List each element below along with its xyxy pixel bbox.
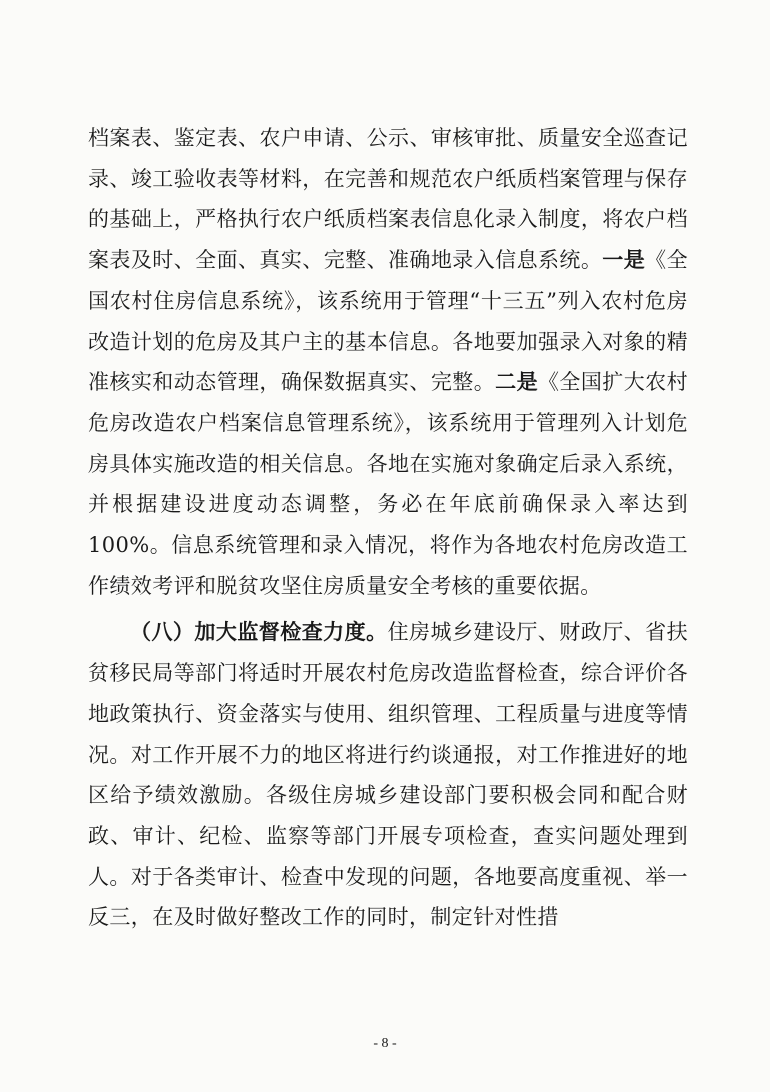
section-heading: （八）加大监督检查力度。 bbox=[130, 619, 388, 645]
bold-marker-first: 一是 bbox=[602, 247, 646, 273]
paragraph-text-segment: 住房城乡建设厅、财政厅、省扶贫移民局等部门将适时开展农村危房改造监督检查，综合评价各地政策执行、资金落实与使用、组织管理、工程质量与进度等情况。对工作开展不力的地区将进行约谈通报，对工作推进好的地区给予绩效激励。各级住房城乡建设部门要积极会同和配合财政、审计、纪检、监察等部门开展专项检查，查实问题处理到人。对于各类审计、检查中发现的问题，各地要高度重视、举一反三，在及时做好整改工作的同时，制定针对性措 bbox=[88, 620, 688, 930]
bold-marker-second: 二是 bbox=[495, 369, 538, 395]
document-body bbox=[88, 118, 688, 938]
paragraph-text-segment: 《全国扩大农村危房改造农户档案信息管理系统》，该系统用于管理列入计划危房具体实施改造的相关信息。各地在实施对象确定后录入系统，并根据建设进度动态调整，务必在年底前确保录入率达到 100%。信息系统管理和录入情况，将作为各地农村危房改造工作绩效考评和脱贫攻坚住房质量安全考核的重要依据。 bbox=[88, 370, 688, 598]
paragraph-supervision bbox=[88, 612, 688, 938]
page-number: - 8 - bbox=[373, 1036, 397, 1051]
paragraph-information-system bbox=[88, 118, 688, 606]
paragraph-text-segment: 《全国农村住房信息系统》，该系统用于管理“十三五”列入农村危房改造计划的危房及其户主的基本信息。各地要加强录入对象的精准核实和动态管理，确保数据真实、完整。 bbox=[88, 248, 688, 395]
paragraph-text-segment: 档案表、鉴定表、农户申请、公示、审核审批、质量安全巡查记录、竣工验收表等材料，在完善和规范农户纸质档案管理与保存的基础上，严格执行农户纸质档案表信息化录入制度，将农户档案表及时、全面、真实、完整、准确地录入信息系统。 bbox=[88, 126, 688, 273]
